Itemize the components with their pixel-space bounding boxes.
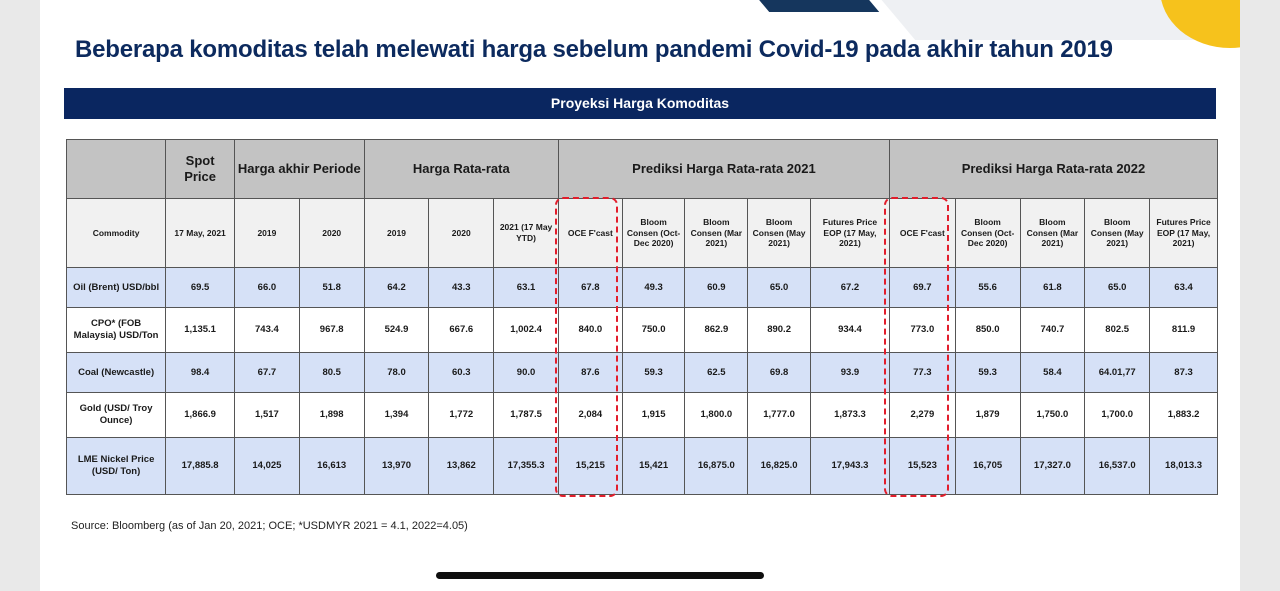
table-cell: 1,772 <box>429 393 494 438</box>
spot-price-header: Spot Price <box>166 140 235 199</box>
table-cell: 16,705 <box>955 438 1020 495</box>
table-cell: 740.7 <box>1020 308 1085 353</box>
table-cell: 2,084 <box>558 393 622 438</box>
table-cell: 63.4 <box>1150 268 1218 308</box>
table-cell: 934.4 <box>810 308 889 353</box>
harga-akhir-header: Harga akhir Periode <box>235 140 365 199</box>
table-cell: 850.0 <box>955 308 1020 353</box>
table-cell: 13,862 <box>429 438 494 495</box>
table-cell: 15,523 <box>889 438 955 495</box>
table-cell: 1,700.0 <box>1085 393 1150 438</box>
table-cell: 87.6 <box>558 353 622 393</box>
table-cell: 1,394 <box>364 393 429 438</box>
group-header-row <box>67 140 1218 199</box>
table-cell: 77.3 <box>889 353 955 393</box>
column-header: OCE F'cast <box>558 199 622 268</box>
column-header: 2020 <box>429 199 494 268</box>
row-oil <box>67 268 1218 308</box>
table-cell: 862.9 <box>685 308 748 353</box>
table-cell: 1,800.0 <box>685 393 748 438</box>
table-cell: 64.01,77 <box>1085 353 1150 393</box>
slide <box>40 0 1240 591</box>
table-cell: 80.5 <box>299 353 364 393</box>
table-cell: 967.8 <box>299 308 364 353</box>
table-cell: 16,825.0 <box>748 438 811 495</box>
table-cell: 16,613 <box>299 438 364 495</box>
table-cell: 1,777.0 <box>748 393 811 438</box>
column-header: 2019 <box>364 199 429 268</box>
row-nickel <box>67 438 1218 495</box>
decor-stripe-dark <box>751 0 879 12</box>
harga-rata-header: Harga Rata-rata <box>364 140 558 199</box>
column-header: Futures Price EOP (17 May, 2021) <box>1150 199 1218 268</box>
table-cell: 64.2 <box>364 268 429 308</box>
table-cell: 59.3 <box>622 353 685 393</box>
column-header: Bloom Consen (May 2021) <box>1085 199 1150 268</box>
row-cpo <box>67 308 1218 353</box>
commodity-cell: Oil (Brent) USD/bbl <box>67 268 166 308</box>
commodity-cell: LME Nickel Price (USD/ Ton) <box>67 438 166 495</box>
table-cell: 65.0 <box>748 268 811 308</box>
table-cell: 1,898 <box>299 393 364 438</box>
column-header: Bloom Consen (Mar 2021) <box>1020 199 1085 268</box>
table-cell: 17,327.0 <box>1020 438 1085 495</box>
table-cell: 90.0 <box>494 353 559 393</box>
source-note: Source: Bloomberg (as of Jan 20, 2021; OCE; *USDMYR 2021 = 4.1, 2022=4.05) <box>71 520 468 532</box>
table-cell: 16,537.0 <box>1085 438 1150 495</box>
column-header: Bloom Consen (Oct-Dec 2020) <box>622 199 685 268</box>
table-cell: 69.5 <box>166 268 235 308</box>
commodity-cell: Coal (Newcastle) <box>67 353 166 393</box>
table-cell: 69.8 <box>748 353 811 393</box>
column-header: Commodity <box>67 199 166 268</box>
home-indicator[interactable] <box>436 572 764 579</box>
table-cell: 87.3 <box>1150 353 1218 393</box>
table-cell: 43.3 <box>429 268 494 308</box>
table-cell: 98.4 <box>166 353 235 393</box>
commodity-cell: CPO* (FOB Malaysia) USD/Ton <box>67 308 166 353</box>
row-gold <box>67 393 1218 438</box>
table-cell: 1,879 <box>955 393 1020 438</box>
table-cell: 18,013.3 <box>1150 438 1218 495</box>
table-banner: Proyeksi Harga Komoditas <box>64 88 1216 119</box>
page-title: Beberapa komoditas telah melewati harga sebelum pandemi Covid-19 pada akhir tahun 2019 <box>75 36 1113 63</box>
table-cell: 51.8 <box>299 268 364 308</box>
table-cell: 15,215 <box>558 438 622 495</box>
table-cell: 67.8 <box>558 268 622 308</box>
table-cell: 1,002.4 <box>494 308 559 353</box>
table-cell: 773.0 <box>889 308 955 353</box>
column-header: Futures Price EOP (17 May, 2021) <box>810 199 889 268</box>
table-cell: 67.7 <box>235 353 300 393</box>
table-cell: 17,943.3 <box>810 438 889 495</box>
prediksi-2022-header: Prediksi Harga Rata-rata 2022 <box>889 140 1217 199</box>
sub-header-row <box>67 199 1218 268</box>
table-cell: 15,421 <box>622 438 685 495</box>
table-cell: 49.3 <box>622 268 685 308</box>
commodity-price-table <box>66 139 1218 495</box>
table-cell: 61.8 <box>1020 268 1085 308</box>
table-cell: 750.0 <box>622 308 685 353</box>
table-cell: 60.3 <box>429 353 494 393</box>
column-header: 17 May, 2021 <box>166 199 235 268</box>
table-cell: 1,866.9 <box>166 393 235 438</box>
column-header: OCE F'cast <box>889 199 955 268</box>
table-cell: 1,750.0 <box>1020 393 1085 438</box>
table-cell: 17,355.3 <box>494 438 559 495</box>
table-cell: 2,279 <box>889 393 955 438</box>
table-cell: 93.9 <box>810 353 889 393</box>
table-cell: 890.2 <box>748 308 811 353</box>
table-cell: 69.7 <box>889 268 955 308</box>
table-cell: 65.0 <box>1085 268 1150 308</box>
row-coal <box>67 353 1218 393</box>
column-header: Bloom Consen (Oct-Dec 2020) <box>955 199 1020 268</box>
table-cell: 743.4 <box>235 308 300 353</box>
table-cell: 1,787.5 <box>494 393 559 438</box>
table-cell: 58.4 <box>1020 353 1085 393</box>
column-header: Bloom Consen (May 2021) <box>748 199 811 268</box>
table-cell: 13,970 <box>364 438 429 495</box>
table-cell: 802.5 <box>1085 308 1150 353</box>
table-cell: 524.9 <box>364 308 429 353</box>
table-cell: 66.0 <box>235 268 300 308</box>
table-cell: 60.9 <box>685 268 748 308</box>
commodity-cell: Gold (USD/ Troy Ounce) <box>67 393 166 438</box>
column-header: 2020 <box>299 199 364 268</box>
table-cell: 14,025 <box>235 438 300 495</box>
column-header: Bloom Consen (Mar 2021) <box>685 199 748 268</box>
column-header: 2021 (17 May YTD) <box>494 199 559 268</box>
table-cell: 17,885.8 <box>166 438 235 495</box>
table-cell: 1,517 <box>235 393 300 438</box>
table-cell: 667.6 <box>429 308 494 353</box>
table-cell: 840.0 <box>558 308 622 353</box>
table-cell: 1,915 <box>622 393 685 438</box>
table-cell: 62.5 <box>685 353 748 393</box>
table-cell: 63.1 <box>494 268 559 308</box>
table-cell: 1,135.1 <box>166 308 235 353</box>
column-header: 2019 <box>235 199 300 268</box>
table-cell: 59.3 <box>955 353 1020 393</box>
table-cell: 67.2 <box>810 268 889 308</box>
table-cell: 1,873.3 <box>810 393 889 438</box>
table-cell: 55.6 <box>955 268 1020 308</box>
blank-header <box>67 140 166 199</box>
prediksi-2021-header: Prediksi Harga Rata-rata 2021 <box>558 140 889 199</box>
table-cell: 78.0 <box>364 353 429 393</box>
table-cell: 16,875.0 <box>685 438 748 495</box>
table-cell: 811.9 <box>1150 308 1218 353</box>
table-cell: 1,883.2 <box>1150 393 1218 438</box>
